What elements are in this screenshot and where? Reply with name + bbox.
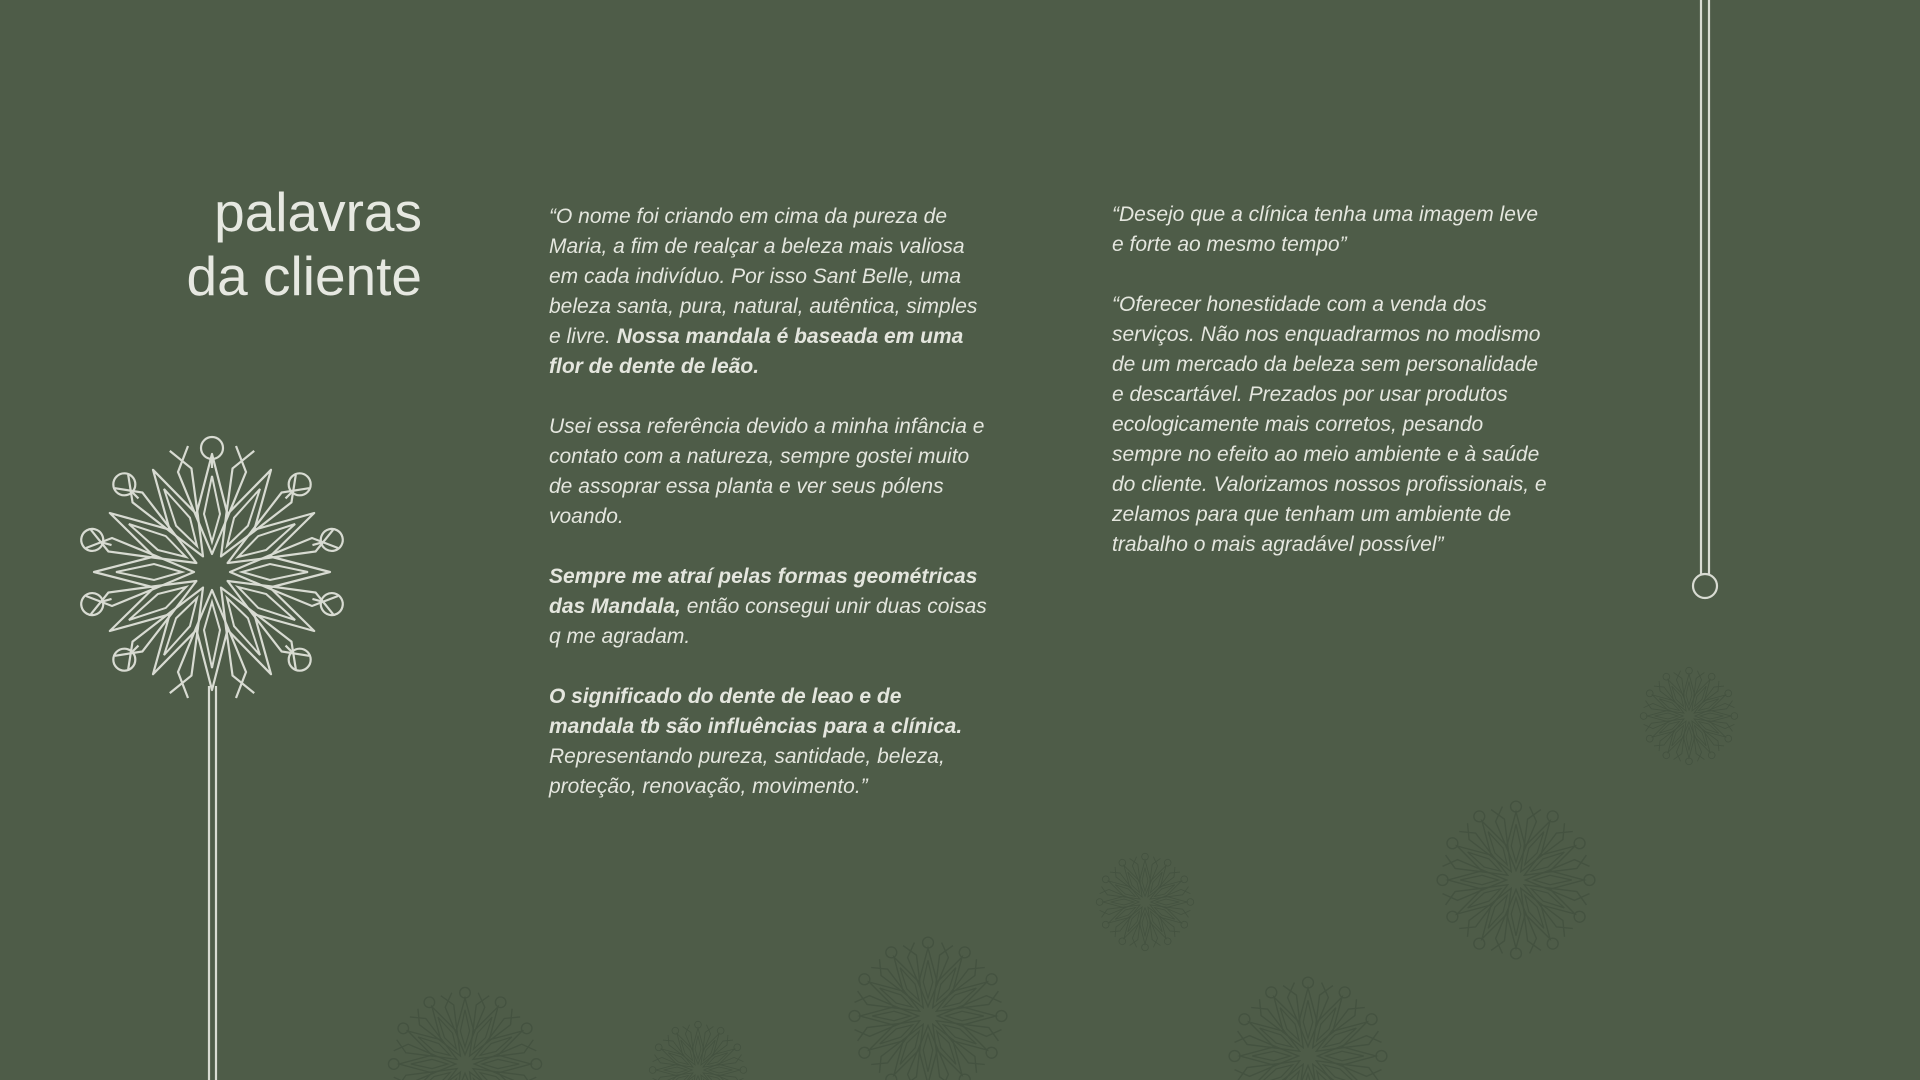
quote-text: “Desejo que a clínica tenha uma imagem leve e forte ao mesmo tempo” [1112,203,1539,256]
quote-text: “Oferecer honestidade com a venda dos serviços. Não nos enquadrarmos no modismo de um mercado da beleza sem personalidade e descartável. Prezados por usar produtos ecologicamente mais corretos, pesando sempre no efeito ao meio ambiente e à saúde do cliente. Valorizamos nossos profissionais, e zelamos para que tenham um ambiente de trabalho o mais agradável possível” [1112,293,1547,556]
quote-text: então consegui unir duas coisas q me agradam. [549,595,987,648]
quote-paragraph-1 [549,202,989,382]
quote-emphasis: Sempre me atraí pelas formas geométricas das Mandala, [549,565,978,618]
quote-text: Usei essa referência devido a minha infância e contato com a natureza, sempre gostei muito de assoprar essa planta e ver seus pólens voando. [549,415,985,528]
page-title-line-1: palavras [214,181,422,243]
dandelion-mandala-icon [79,437,345,1080]
quote-column-right [1112,200,1552,590]
quote-paragraph-4 [549,682,989,802]
quote-emphasis: Nossa mandala é baseada em uma flor de dente de leão. [549,325,964,378]
quote-paragraph-5 [1112,200,1552,260]
quote-paragraph-2 [549,412,989,532]
quote-text: Representando pureza, santidade, beleza, proteção, renovação, movimento.” [549,745,945,798]
page-title-line-2: da cliente [186,245,422,307]
hanging-line-ornament [1693,0,1717,598]
quote-text: “O nome foi criando em cima da pureza de Maria, a fim de realçar a beleza mais valiosa em cada indivíduo. Por isso Sant Belle, uma beleza santa, pura, natural, autêntica, simples e livre. [549,205,978,348]
page-title [110,180,422,308]
quote-emphasis: O significado do dente de leao e de mandala tb são influências para a clínica. [549,685,963,738]
quote-column-left [549,202,989,832]
quote-paragraph-6 [1112,290,1552,560]
quote-paragraph-3 [549,562,989,652]
